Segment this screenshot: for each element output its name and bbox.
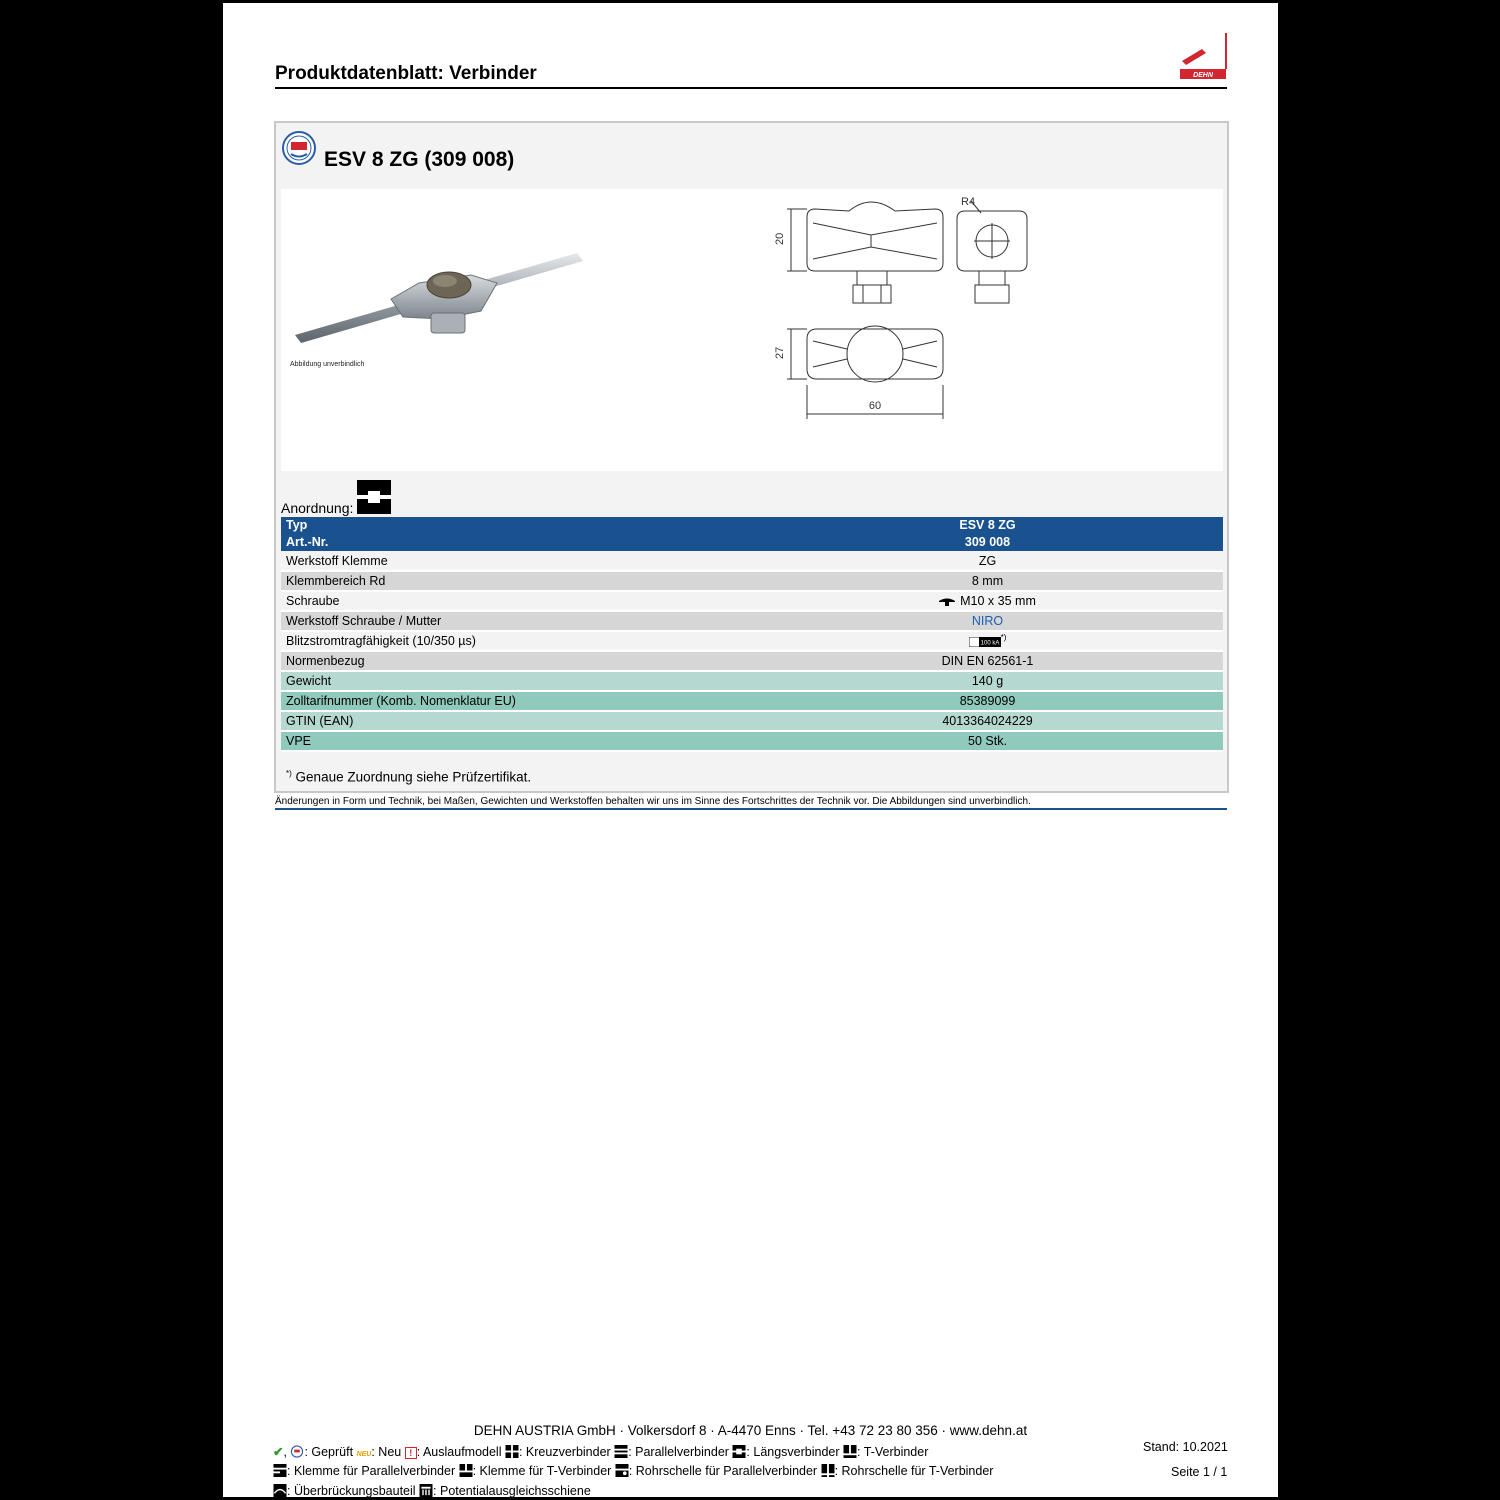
new-badge-icon: NEU: [356, 1451, 372, 1458]
spec-label: GTIN (EAN): [281, 711, 752, 731]
image-panel: [281, 189, 1223, 471]
footnote: [286, 769, 531, 785]
legend-line-1: ✔, : Geprüft NEU: Neu ! : Auslaufmodell : Kreuzverbinder : Parallelverbinder : Längsverbinder : T-Verbinder: [273, 1445, 929, 1459]
legend-parallel: : Parallelverbinder: [628, 1445, 729, 1459]
discontinued-icon: !: [405, 1447, 417, 1459]
footnote-mark: *): [1000, 633, 1007, 643]
title-rule: [275, 87, 1227, 89]
table-row: [281, 651, 1223, 671]
table-row: [281, 571, 1223, 591]
arrangement-label: Anordnung:: [281, 500, 354, 516]
table-row: [281, 731, 1223, 751]
checkmark-icon: ✔: [273, 1445, 284, 1459]
table-row: [281, 591, 1223, 611]
lightning-current-badge: [969, 637, 1001, 647]
spec-value-current: [752, 631, 1223, 651]
table-row: [281, 671, 1223, 691]
legend-new: : Neu: [371, 1445, 402, 1459]
legend-clamp-parallel: : Klemme für Parallelverbinder: [287, 1464, 456, 1478]
legend-clamp-t: : Klemme für T-Verbinder: [472, 1464, 612, 1478]
spec-label: Schraube: [281, 591, 752, 611]
legend-pipe-parallel: : Rohrschelle für Parallelverbinder: [628, 1464, 818, 1478]
laengsverbinder-icon: [357, 480, 391, 514]
current-value: 100 kA: [980, 640, 999, 647]
page-number: Seite 1 / 1: [1171, 1465, 1228, 1479]
potentialausgleich-icon: [419, 1484, 433, 1497]
tested-badge-icon: [282, 131, 316, 165]
spec-value: NIRO: [752, 611, 1223, 631]
dim-height-20: 20: [774, 232, 786, 245]
datasheet-page: [223, 3, 1278, 1497]
rohrschelle-parallel-icon: [615, 1464, 629, 1477]
footnote-mark: *): [286, 769, 292, 778]
disclaimer: Änderungen in Form und Technik, bei Maßen, Gewichten und Werkstoffen behalten wir uns im Sinne des Fortschrittes der Technik vor. Die Abbildungen sind unverbindlich.: [275, 796, 1031, 807]
legend-longitudinal: : Längsverbinder: [746, 1445, 840, 1459]
dim-radius: R4: [961, 196, 976, 208]
table-row: [281, 611, 1223, 631]
spec-label: Werkstoff Klemme: [281, 551, 752, 571]
company-address: DEHN AUSTRIA GmbH · Volkersdorf 8 · A-4470 Enns · Tel. +43 72 23 80 356 · www.dehn.at: [473, 1423, 1028, 1438]
spec-value: M10 x 35 mm: [960, 594, 1036, 608]
table-row: [281, 691, 1223, 711]
table-row: [281, 631, 1223, 651]
revision-date: Stand: 10.2021: [1143, 1440, 1228, 1454]
product-photo: [291, 247, 591, 357]
tested-badge-icon: [290, 1445, 304, 1458]
spec-label: Werkstoff Schraube / Mutter: [281, 611, 752, 631]
kreuzverbinder-icon: [505, 1445, 519, 1458]
screw-head-icon: [939, 598, 955, 606]
spec-label: Klemmbereich Rd: [281, 571, 752, 591]
spec-header-value: 309 008: [752, 534, 1223, 551]
footnote-text: Genaue Zuordnung siehe Prüfzertifikat.: [295, 769, 532, 785]
spec-header-label: Typ: [281, 517, 752, 534]
klemme-t-icon: [459, 1464, 473, 1477]
photo-note: Abbildung unverbindlich: [290, 361, 365, 368]
legend-bridging: : Überbrückungsbauteil: [287, 1484, 416, 1498]
ueberbrueckung-icon: [273, 1484, 287, 1497]
spec-label: Blitzstromtragfähigkeit (10/350 µs): [281, 631, 752, 651]
legend-t: : T-Verbinder: [857, 1445, 929, 1459]
laengsverbinder-icon: [732, 1445, 746, 1458]
spec-label: Gewicht: [281, 671, 752, 691]
product-title: ESV 8 ZG (309 008): [324, 148, 515, 171]
spec-value: ZG: [752, 551, 1223, 571]
technical-drawing: [771, 189, 1061, 429]
legend-tested: : Geprüft: [304, 1445, 354, 1459]
table-row: [281, 711, 1223, 731]
spec-header-row: [281, 534, 1223, 551]
disclaimer-rule: [275, 808, 1227, 810]
spec-label: Normenbezug: [281, 651, 752, 671]
dim-height-27: 27: [774, 346, 786, 359]
t-verbinder-icon: [843, 1445, 857, 1458]
legend-pipe-t: : Rohrschelle für T-Verbinder: [834, 1464, 994, 1478]
spec-header-row: [281, 517, 1223, 534]
table-row: [281, 551, 1223, 571]
spec-header-label: Art.-Nr.: [281, 534, 752, 551]
spec-value: 50 Stk.: [752, 731, 1223, 751]
legend-discontinued: : Auslaufmodell: [416, 1445, 502, 1459]
legend-line-2: [273, 1464, 993, 1478]
page-title: Produktdatenblatt: Verbinder: [275, 63, 537, 84]
dehn-logo-text: DEHN: [1193, 72, 1213, 79]
spec-value: DIN EN 62561-1: [752, 651, 1223, 671]
spec-value: 140 g: [752, 671, 1223, 691]
klemme-parallel-icon: [273, 1464, 287, 1477]
spec-header-value: ESV 8 ZG: [752, 517, 1223, 534]
spec-label: VPE: [281, 731, 752, 751]
dim-width-60: 60: [868, 400, 882, 412]
spec-value: 85389099: [752, 691, 1223, 711]
spec-label: Zolltarifnummer (Komb. Nomenklatur EU): [281, 691, 752, 711]
rohrschelle-t-icon: [821, 1464, 835, 1477]
spec-value: 8 mm: [752, 571, 1223, 591]
parallelverbinder-icon: [614, 1445, 628, 1458]
spec-table: [281, 517, 1223, 752]
legend-cross: : Kreuzverbinder: [518, 1445, 611, 1459]
spec-value: 4013364024229: [752, 711, 1223, 731]
spec-value-screw: [752, 591, 1223, 611]
legend-equipotential: : Potentialausgleichsschiene: [433, 1484, 591, 1498]
dehn-logo-icon: [1178, 31, 1228, 81]
legend-line-3: [273, 1484, 591, 1498]
product-card: [274, 121, 1229, 793]
